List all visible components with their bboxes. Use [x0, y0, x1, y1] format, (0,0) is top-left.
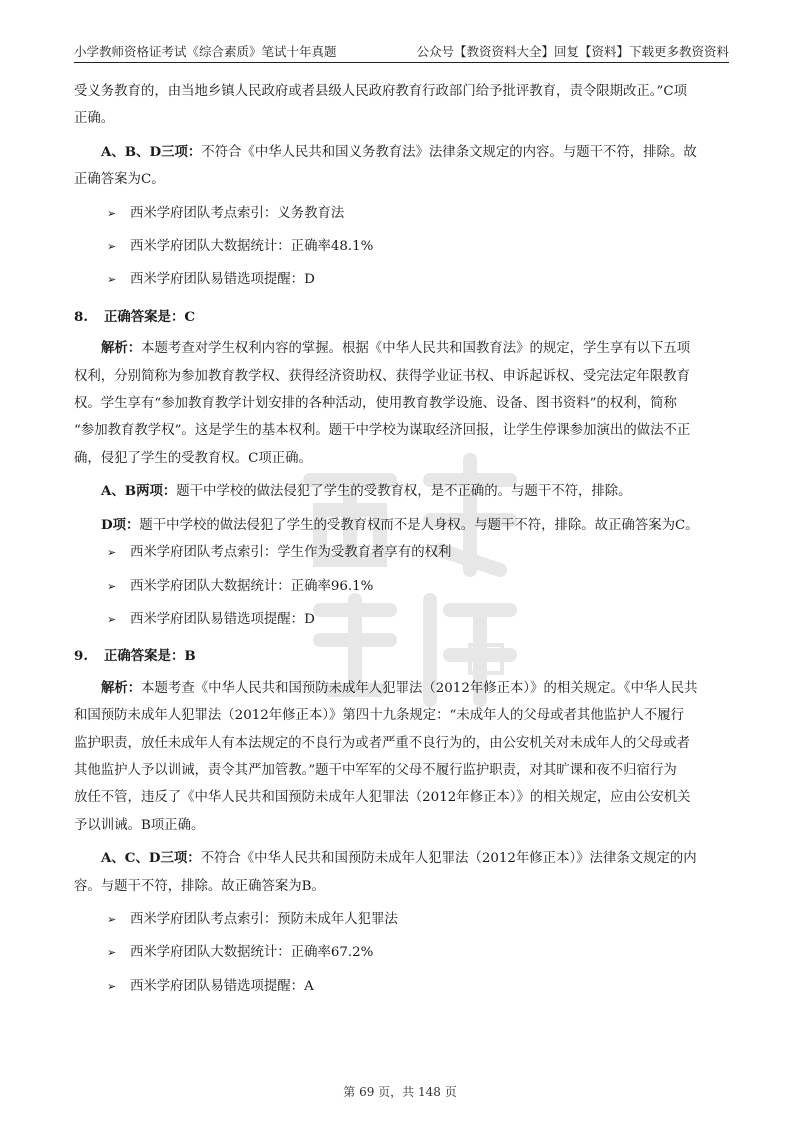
bullet-item: ➢ 西米学府团队易错选项提醒：D [74, 266, 734, 293]
arrow-bullet-icon: ➢ [107, 579, 117, 593]
q7-option-analysis-line: 正确答案为C。 [74, 172, 165, 188]
analysis-line: 予以训诫。B项正确。 [74, 817, 205, 833]
analysis-line: 确，侵犯了学生的受教育权。C项正确。 [74, 450, 312, 466]
analysis-line: 权利，分别简称为参加教育教学权、获得经济资助权、获得学业证书权、申诉起诉权、受完法定年限教育 [74, 368, 690, 384]
bullet-item: ➢ 西米学府团队易错选项提醒：A [74, 973, 734, 1000]
option-label: D项： [101, 516, 140, 533]
arrow-bullet-icon: ➢ [107, 240, 117, 254]
page-header [74, 40, 729, 63]
analysis-line: 放任不管，违反了《中华人民共和国预防未成年人犯罪法（2012年修正本）》的相关规定，应由公安机关 [74, 790, 691, 806]
option-analysis: D项：题干中学校的做法侵犯了学生的受教育权而不是人身权。与题干不符，排除。故正确答案为C。 [101, 516, 699, 533]
header-promo: 公众号【教资资料大全】回复【资料】下载更多教资资料 [416, 44, 729, 59]
analysis-line: “参加教育教学权”。这是学生的基本权利。题干中学校为谋取经济回报，让学生停课参加演出的做法不正 [74, 423, 691, 439]
bullet-item: ➢ 西米学府团队大数据统计：正确率96.1% [74, 573, 734, 600]
arrow-bullet-icon: ➢ [107, 979, 117, 993]
bullet-item: ➢ 西米学府团队考点索引：学生作为受教育者享有的权利 [74, 539, 734, 566]
analysis-line: 和国预防未成年人犯罪法（2012年修正本）》第四十九条规定：“未成年人的父母或者其他监护人不履行 [74, 708, 685, 724]
header-title: 小学教师资格证考试《综合素质》笔试十年真题 [74, 44, 337, 59]
option-label: A、B两项： [101, 483, 177, 500]
analysis-line: 其他监护人予以训诫，责令其严加管教。”题干中军军的父母不履行监护职责，对其旷课和夜不归宿行为 [74, 762, 677, 778]
option-analysis-line: 容。与题干不符，排除。故正确答案为B。 [74, 878, 325, 894]
option-analysis: A、C、D三项：不符合《中华人民共和国预防未成年人犯罪法（2012年修正本）》法律条文规定的内 [101, 850, 697, 867]
arrow-bullet-icon: ➢ [107, 206, 117, 220]
option-label: A、B、D三项： [101, 143, 202, 160]
correct-answer: 正确答案是：C [104, 308, 196, 325]
q7-continuation-line: 正确。 [74, 111, 115, 127]
question-number: 8. [74, 308, 88, 325]
bullet-item: ➢ 西米学府团队易错选项提醒：D [74, 606, 734, 633]
analysis-line: 监护职责，放任未成年人有本法规定的不良行为或者严重不良行为的，由公安机关对未成年人的父母或者 [74, 735, 690, 751]
analysis-line: 解析：本题考查对学生权利内容的掌握。根据《中华人民共和国教育法》的规定，学生享有以下五项 [101, 340, 691, 357]
bullet-item: ➢ 西米学府团队大数据统计：正确率48.1% [74, 233, 734, 260]
page-number: 第 69 页，共 148 页 [343, 1085, 457, 1099]
analysis-line: 权。学生享有“参加教育教学计划安排的各种活动，使用教育教学设施、设备、图书资料”的权利，简称 [74, 396, 677, 412]
arrow-bullet-icon: ➢ [107, 612, 117, 626]
question-heading [74, 304, 734, 331]
arrow-bullet-icon: ➢ [107, 912, 117, 926]
question-number: 9. [74, 648, 88, 665]
document-body [74, 78, 734, 1000]
analysis-label: 解析： [101, 679, 142, 696]
arrow-bullet-icon: ➢ [107, 546, 117, 560]
q7-option-analysis: A、B、D三项：不符合《中华人民共和国义务教育法》法律条文规定的内容。与题干不符，排除。故 [101, 143, 697, 160]
option-analysis: A、B两项：题干中学校的做法侵犯了学生的受教育权，是不正确的。与题干不符，排除。 [101, 483, 632, 500]
bullet-item: ➢ 西米学府团队考点索引：预防未成年人犯罪法 [74, 906, 734, 933]
arrow-bullet-icon: ➢ [107, 946, 117, 960]
analysis-label: 解析： [101, 340, 142, 357]
bullet-item: ➢ 西米学府团队考点索引：义务教育法 [74, 200, 734, 227]
q7-continuation-line: 受义务教育的，由当地乡镇人民政府或者县级人民政府教育行政部门给予批评教育，责令限期改正。”C项 [74, 84, 687, 99]
correct-answer: 正确答案是：B [104, 648, 196, 665]
option-label: A、C、D三项： [101, 850, 201, 867]
question-heading [74, 643, 734, 670]
analysis-line: 解析：本题考查《中华人民共和国预防未成年人犯罪法（2012年修正本）》的相关规定。《中华人民共 [101, 679, 698, 696]
arrow-bullet-icon: ➢ [107, 273, 117, 287]
bullet-item: ➢ 西米学府团队大数据统计：正确率67.2% [74, 939, 734, 966]
